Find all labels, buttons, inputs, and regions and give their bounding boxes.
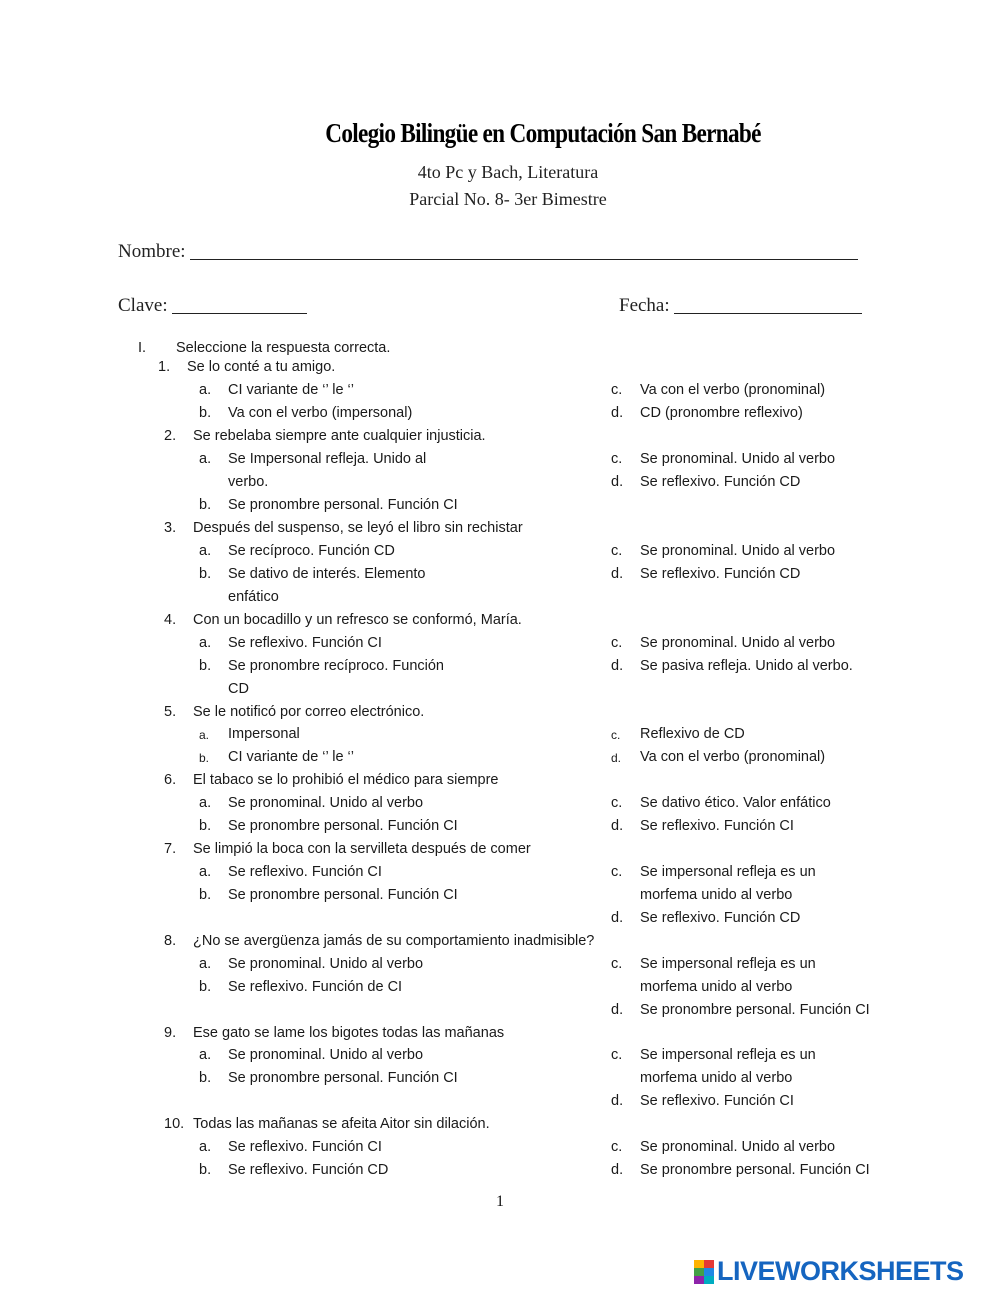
option-d[interactable]: Se pasiva refleja. Unido al verbo. xyxy=(640,658,853,674)
option-letter: b. xyxy=(199,1070,212,1086)
option-letter: d. xyxy=(611,405,624,421)
option-d[interactable]: Se pronombre personal. Función CI xyxy=(640,1162,870,1178)
option-letter: b. xyxy=(199,751,210,765)
option-letter: b. xyxy=(199,887,212,903)
option-letter: c. xyxy=(611,635,623,651)
option-c[interactable]: Se pronominal. Unido al verbo xyxy=(640,635,836,651)
option-b-continuation[interactable]: CD xyxy=(228,681,249,697)
nombre-blank-line[interactable] xyxy=(190,258,858,260)
option-b[interactable]: CI variante de ‘’ le ‘’ xyxy=(228,749,354,765)
option-a-continuation[interactable]: verbo. xyxy=(228,474,269,490)
nombre-label: Nombre: xyxy=(118,241,186,262)
option-a[interactable]: Se reflexivo. Función CI xyxy=(228,1139,382,1155)
option-c[interactable]: Se impersonal refleja es un xyxy=(640,1047,816,1063)
option-b[interactable]: Se pronombre personal. Función CI xyxy=(228,818,458,834)
option-letter: a. xyxy=(199,382,212,398)
option-letter: c. xyxy=(611,451,623,467)
question-text: Se limpió la boca con la servilleta después de comer xyxy=(193,841,531,857)
question-number: 3. xyxy=(164,520,177,536)
option-letter: b. xyxy=(199,658,212,674)
option-c[interactable]: Reflexivo de CD xyxy=(640,726,745,742)
option-c[interactable]: Se impersonal refleja es un xyxy=(640,864,816,880)
option-letter: d. xyxy=(611,1002,624,1018)
exam-subtitle: Parcial No. 8- 3er Bimestre xyxy=(409,189,607,209)
option-c[interactable]: Se pronominal. Unido al verbo xyxy=(640,451,836,467)
page-number: 1 xyxy=(496,1193,504,1210)
option-letter: d. xyxy=(611,658,624,674)
option-letter: a. xyxy=(199,1047,212,1063)
brand-name: LIVEWORKSHEETS xyxy=(717,1256,964,1286)
option-d[interactable]: Se reflexivo. Función CD xyxy=(640,910,801,926)
option-b[interactable]: Se pronombre personal. Función CI xyxy=(228,887,458,903)
question-text: Con un bocadillo y un refresco se conformó, María. xyxy=(193,612,522,628)
option-b[interactable]: Se pronombre personal. Función CI xyxy=(228,497,458,513)
question-text: Después del suspenso, se leyó el libro sin rechistar xyxy=(193,520,523,536)
clave-field[interactable] xyxy=(118,295,307,317)
option-d[interactable]: Se reflexivo. Función CI xyxy=(640,818,794,834)
option-d[interactable]: Se pronombre personal. Función CI xyxy=(640,1002,870,1018)
option-b[interactable]: Se pronombre personal. Función CI xyxy=(228,1070,458,1086)
option-d[interactable]: Se reflexivo. Función CD xyxy=(640,474,801,490)
question-number: 8. xyxy=(164,933,177,949)
question-number: 1. xyxy=(158,359,171,375)
option-letter: d. xyxy=(611,1093,624,1109)
option-c[interactable]: Se pronominal. Unido al verbo xyxy=(640,1139,836,1155)
option-a[interactable]: Se recíproco. Función CD xyxy=(228,543,395,559)
option-letter: b. xyxy=(199,818,212,834)
option-letter: a. xyxy=(199,451,212,467)
option-letter: c. xyxy=(611,1139,623,1155)
option-letter: c. xyxy=(611,382,623,398)
option-a[interactable]: Impersonal xyxy=(228,726,300,742)
option-a[interactable]: Se pronominal. Unido al verbo xyxy=(228,1047,424,1063)
fecha-blank-line[interactable] xyxy=(674,312,862,314)
option-letter: b. xyxy=(199,497,212,513)
option-letter: c. xyxy=(611,956,623,972)
option-letter: a. xyxy=(199,956,212,972)
clave-blank-line[interactable] xyxy=(172,312,307,314)
option-letter: c. xyxy=(611,728,621,742)
option-b[interactable]: Se reflexivo. Función CD xyxy=(228,1162,389,1178)
school-title: Colegio Bilingüe en Computación San Bernabé xyxy=(325,118,761,148)
question-text: Todas las mañanas se afeita Aitor sin dilación. xyxy=(193,1116,490,1132)
option-c[interactable]: Se impersonal refleja es un xyxy=(640,956,816,972)
section-number: I. xyxy=(138,340,147,356)
question-number: 7. xyxy=(164,841,177,857)
question-number: 4. xyxy=(164,612,177,628)
option-c-continuation[interactable]: morfema unido al verbo xyxy=(640,979,793,995)
option-b[interactable]: Se reflexivo. Función de CI xyxy=(228,979,403,995)
option-letter: c. xyxy=(611,795,623,811)
liveworksheets-logo[interactable] xyxy=(694,1256,964,1287)
option-a[interactable]: Se reflexivo. Función CI xyxy=(228,864,382,880)
option-d[interactable]: CD (pronombre reflexivo) xyxy=(640,405,803,421)
question-text: Se rebelaba siempre ante cualquier injusticia. xyxy=(193,428,486,444)
question-text: Se lo conté a tu amigo. xyxy=(187,359,336,375)
fecha-field[interactable] xyxy=(619,295,862,317)
option-b[interactable]: Se pronombre recíproco. Función xyxy=(228,658,444,674)
option-a[interactable]: CI variante de ‘’ le ‘’ xyxy=(228,382,354,398)
option-c[interactable]: Se pronominal. Unido al verbo xyxy=(640,543,836,559)
option-c[interactable]: Va con el verbo (pronominal) xyxy=(640,382,826,398)
option-letter: b. xyxy=(199,405,212,421)
option-c-continuation[interactable]: morfema unido al verbo xyxy=(640,1070,793,1086)
clave-label: Clave: xyxy=(118,295,168,316)
question-text: Se le notificó por correo electrónico. xyxy=(193,704,425,720)
liveworksheets-icon xyxy=(694,1260,714,1284)
option-d[interactable]: Va con el verbo (pronominal) xyxy=(640,749,826,765)
option-b[interactable]: Va con el verbo (impersonal) xyxy=(228,405,413,421)
option-a[interactable]: Se reflexivo. Función CI xyxy=(228,635,382,651)
option-d[interactable]: Se reflexivo. Función CD xyxy=(640,566,801,582)
option-letter: a. xyxy=(199,635,212,651)
option-letter: b. xyxy=(199,566,212,582)
option-c-continuation[interactable]: morfema unido al verbo xyxy=(640,887,793,903)
option-letter: a. xyxy=(199,728,210,742)
question-text: El tabaco se lo prohibió el médico para siempre xyxy=(193,772,499,788)
option-letter: b. xyxy=(199,1162,212,1178)
option-letter: a. xyxy=(199,795,212,811)
option-d[interactable]: Se reflexivo. Función CI xyxy=(640,1093,794,1109)
option-letter: d. xyxy=(611,474,624,490)
option-a[interactable]: Se pronominal. Unido al verbo xyxy=(228,795,424,811)
option-c[interactable]: Se dativo ético. Valor enfático xyxy=(640,795,831,811)
section-title: Seleccione la respuesta correcta. xyxy=(176,340,391,356)
option-letter: a. xyxy=(199,864,212,880)
question-number: 9. xyxy=(164,1025,177,1041)
option-letter: b. xyxy=(199,979,212,995)
question-number: 5. xyxy=(164,704,177,720)
option-a[interactable]: Se Impersonal refleja. Unido al xyxy=(228,451,427,467)
option-letter: c. xyxy=(611,864,623,880)
option-letter: d. xyxy=(611,1162,624,1178)
option-a[interactable]: Se pronominal. Unido al verbo xyxy=(228,956,424,972)
option-letter: d. xyxy=(611,751,622,765)
question-number: 2. xyxy=(164,428,177,444)
question-number: 6. xyxy=(164,772,177,788)
option-b-continuation[interactable]: enfático xyxy=(228,589,279,605)
question-number: 10. xyxy=(164,1116,185,1132)
option-letter: c. xyxy=(611,543,623,559)
fecha-label: Fecha: xyxy=(619,295,670,316)
option-letter: d. xyxy=(611,818,624,834)
question-text: ¿No se avergüenza jamás de su comportamiento inadmisible? xyxy=(193,933,595,949)
option-letter: d. xyxy=(611,566,624,582)
option-letter: c. xyxy=(611,1047,623,1063)
option-letter: a. xyxy=(199,1139,212,1155)
option-letter: d. xyxy=(611,910,624,926)
question-text: Ese gato se lame los bigotes todas las mañanas xyxy=(193,1025,505,1041)
nombre-field[interactable] xyxy=(118,241,858,263)
option-b[interactable]: Se dativo de interés. Elemento xyxy=(228,566,426,582)
course-subtitle: 4to Pc y Bach, Literatura xyxy=(417,162,599,182)
option-letter: a. xyxy=(199,543,212,559)
